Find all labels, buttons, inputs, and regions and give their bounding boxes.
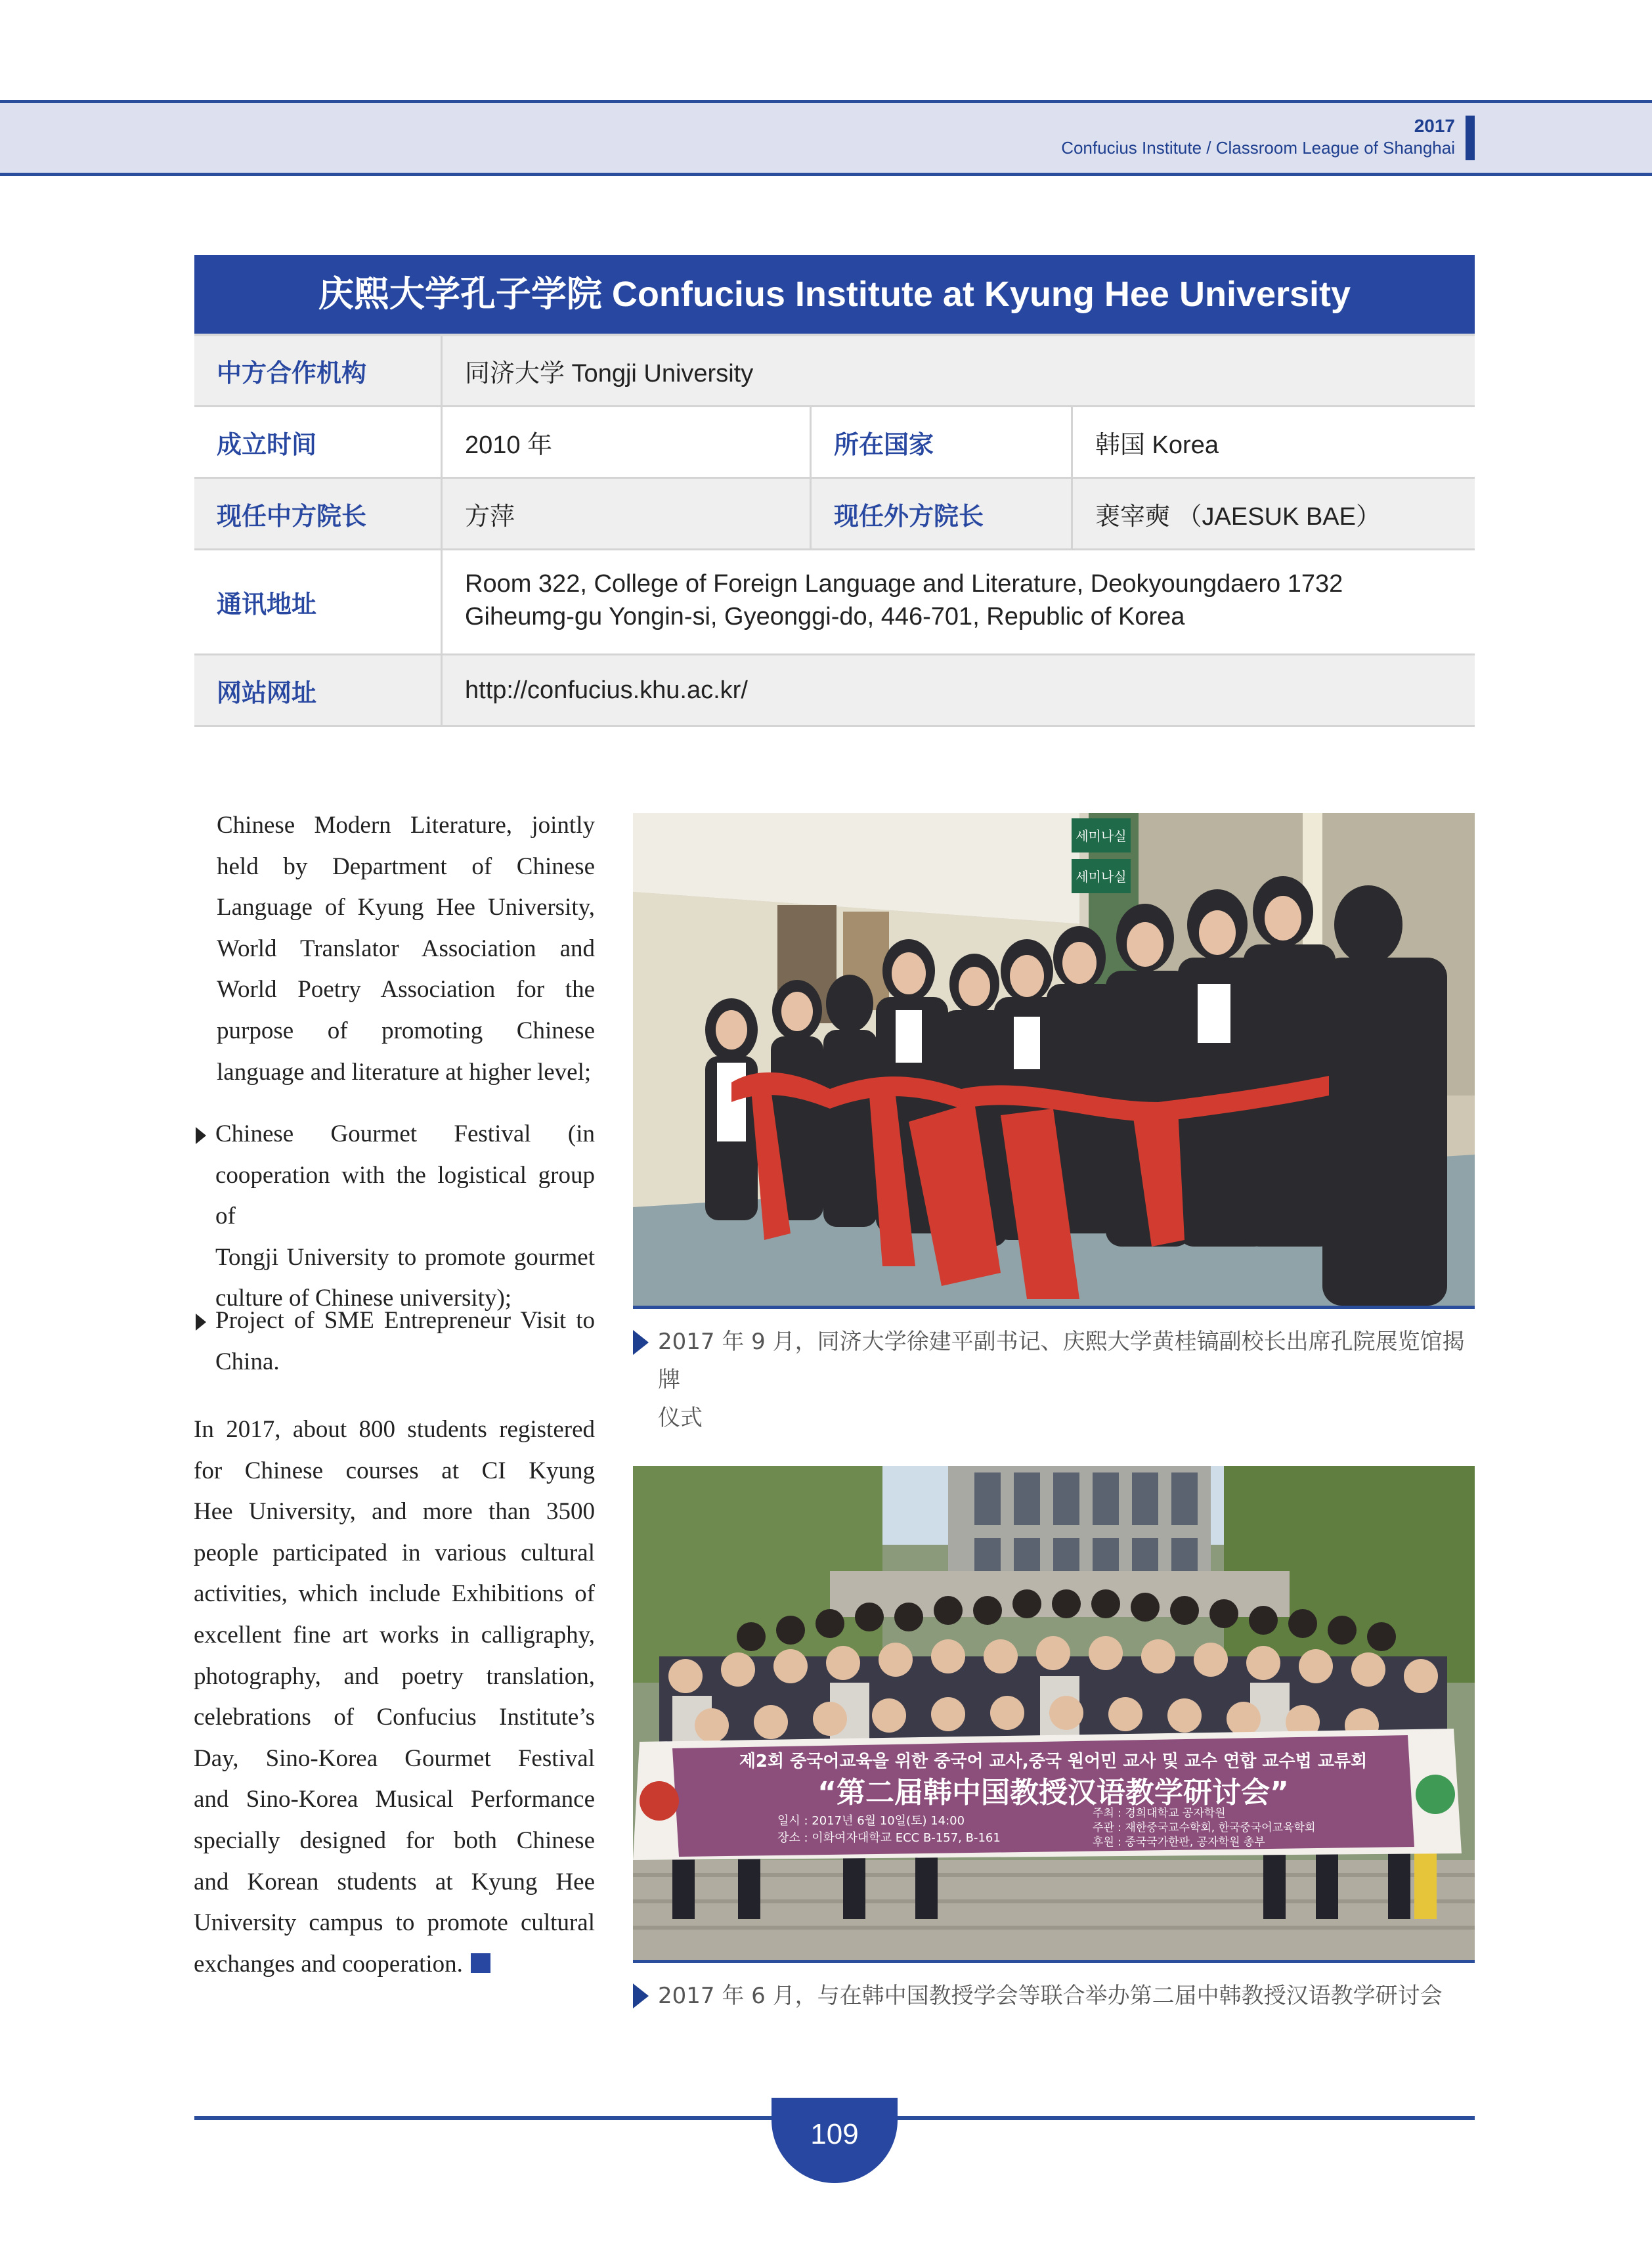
text-line: World Poetry Association for the (217, 976, 595, 1004)
text-line: China. (215, 1348, 280, 1375)
text-line: Tongji University to promote gourmet (215, 1243, 595, 1271)
text-line: and Korean students at Kyung Hee (194, 1868, 595, 1895)
caption-arrow-icon (633, 1983, 649, 2008)
row-directors (194, 479, 1475, 550)
end-mark-icon (471, 1953, 490, 1973)
country-value: 韩国 Korea (1095, 431, 1219, 459)
text-line: Day, Sino-Korea Gourmet Festival (194, 1744, 595, 1772)
text-line: Chinese Modern Literature, jointly (217, 812, 595, 839)
last-line-text: exchanges and cooperation. (194, 1950, 463, 1978)
foreign-director-label: 现任外方院长 (812, 479, 1073, 548)
text-line: Chinese Gourmet Festival (in (215, 1120, 595, 1147)
partner-label: 中方合作机构 (194, 336, 443, 405)
header-accent-bar (1466, 116, 1475, 160)
text-line: excellent fine art works in calligraphy, (194, 1621, 595, 1649)
header-subtitle: Confucius Institute / Classroom League of Shanghai (1061, 138, 1455, 158)
bullet-sme-visit (215, 1300, 595, 1383)
banner-place: 장소 : 이화여자대학교 ECC B-157, B-161 (777, 1831, 1001, 1845)
bullet-arrow-icon (196, 1127, 206, 1144)
website-label: 网站网址 (194, 655, 443, 725)
caption-line: 2017 年 9 月，同济大学徐建平副书记、庆熙大学黄桂镐副校长出席孔院展览馆揭牌 (658, 1329, 1465, 1393)
text-line: Language of Kyung Hee University, (217, 894, 595, 921)
text-line: World Translator Association and (217, 935, 595, 962)
text-line: Hee University, and more than 3500 (194, 1498, 595, 1526)
row-address (194, 550, 1475, 655)
cn-director-value: 方萍 (443, 479, 812, 548)
text-line: culture of Chinese university); (215, 1285, 512, 1312)
row-website (194, 655, 1475, 727)
info-table-title: 庆熙大学孔子学院 Confucius Institute at Kyung Hee University (194, 255, 1475, 336)
text-line: specially designed for both Chinese (194, 1826, 595, 1854)
bullet-arrow-icon (196, 1314, 206, 1331)
partner-value: 同济大学 Tongji University (465, 360, 754, 387)
text-line: and Sino-Korea Musical Performance (194, 1786, 595, 1813)
website-link[interactable]: http://confucius.khu.ac.kr/ (465, 676, 748, 704)
photo-group-seminar (633, 1466, 1475, 1963)
banner-top-text: 제2회 중국어교육을 위한 중국어 교사,중국 원어민 교사 및 교수 연합 교수법 교류회 (739, 1752, 1368, 1771)
caption-line: 仪式 (658, 1405, 703, 1431)
banner-main-text: “第二届韩中国教授汉语教学研讨会” (817, 1776, 1289, 1809)
country-label: 所在国家 (812, 407, 1073, 477)
text-line: for Chinese courses at CI Kyung (194, 1457, 595, 1484)
photo-ribbon-cutting (633, 813, 1475, 1309)
room-sign-2: 세미나실 (1076, 869, 1127, 885)
paragraph-4 (194, 1409, 595, 1985)
founded-label: 成立时间 (194, 407, 443, 477)
cn-director-label: 现任中方院长 (194, 479, 443, 548)
header-year: 2017 (1414, 116, 1455, 136)
photo2-caption: 2017 年 6 月，与在韩中国教授学会等联合举办第二届中韩教授汉语教学研讨会 (658, 1983, 1443, 2009)
bullet-gourmet-festival (215, 1114, 595, 1319)
text-line: held by Department of Chinese (217, 852, 595, 880)
text-line: language and literature at higher level; (217, 1058, 592, 1086)
address-label: 通讯地址 (194, 550, 443, 653)
foreign-director-value: 裵宰奭 （JAESUK BAE） (1095, 502, 1381, 531)
page-number: 109 (772, 2098, 898, 2183)
text-line: activities, which include Exhibitions of (194, 1580, 595, 1608)
text-line: In 2017, about 800 students registered (194, 1416, 595, 1443)
caption-arrow-icon (633, 1330, 649, 1355)
founded-value: 2010 年 (443, 407, 812, 477)
banner-host-2: 주관 : 재한중국교수학회, 한국중국어교육학회 (1093, 1821, 1316, 1834)
text-line: photography, and poetry translation, (194, 1662, 595, 1690)
room-sign-1: 세미나실 (1076, 828, 1127, 844)
row-partner (194, 336, 1475, 407)
text-line (194, 1944, 595, 1985)
banner-host-3: 후원 : 중국국가한판, 공자학원 총부 (1093, 1836, 1265, 1849)
row-founded (194, 407, 1475, 479)
banner-date: 일시 : 2017년 6월 10일(토) 14:00 (777, 1814, 965, 1828)
group-photo-illustration (633, 1466, 1475, 1960)
text-line: cooperation with the logistical group of (215, 1161, 595, 1230)
ribbon-cutting-illustration (633, 813, 1475, 1306)
info-table (194, 255, 1475, 727)
text-line: University campus to promote cultural (194, 1909, 595, 1937)
text-line: people participated in various cultural (194, 1539, 595, 1566)
photo1-caption (658, 1323, 1479, 1437)
banner-host-1: 주최 : 경희대학교 공자학원 (1093, 1807, 1226, 1820)
address-line-2: Giheumg-gu Yongin-si, Gyeonggi-do, 446-701, Republic of Korea (465, 603, 1185, 631)
paragraph-1 (217, 805, 595, 1093)
address-value (443, 550, 1475, 653)
text-line: Project of SME Entrepreneur Visit to (215, 1307, 595, 1334)
text-line: celebrations of Confucius Institute’s (194, 1704, 595, 1731)
text-line: purpose of promoting Chinese (217, 1017, 595, 1044)
address-line-1: Room 322, College of Foreign Language and Literature, Deokyoungdaero 1732 (465, 570, 1343, 598)
